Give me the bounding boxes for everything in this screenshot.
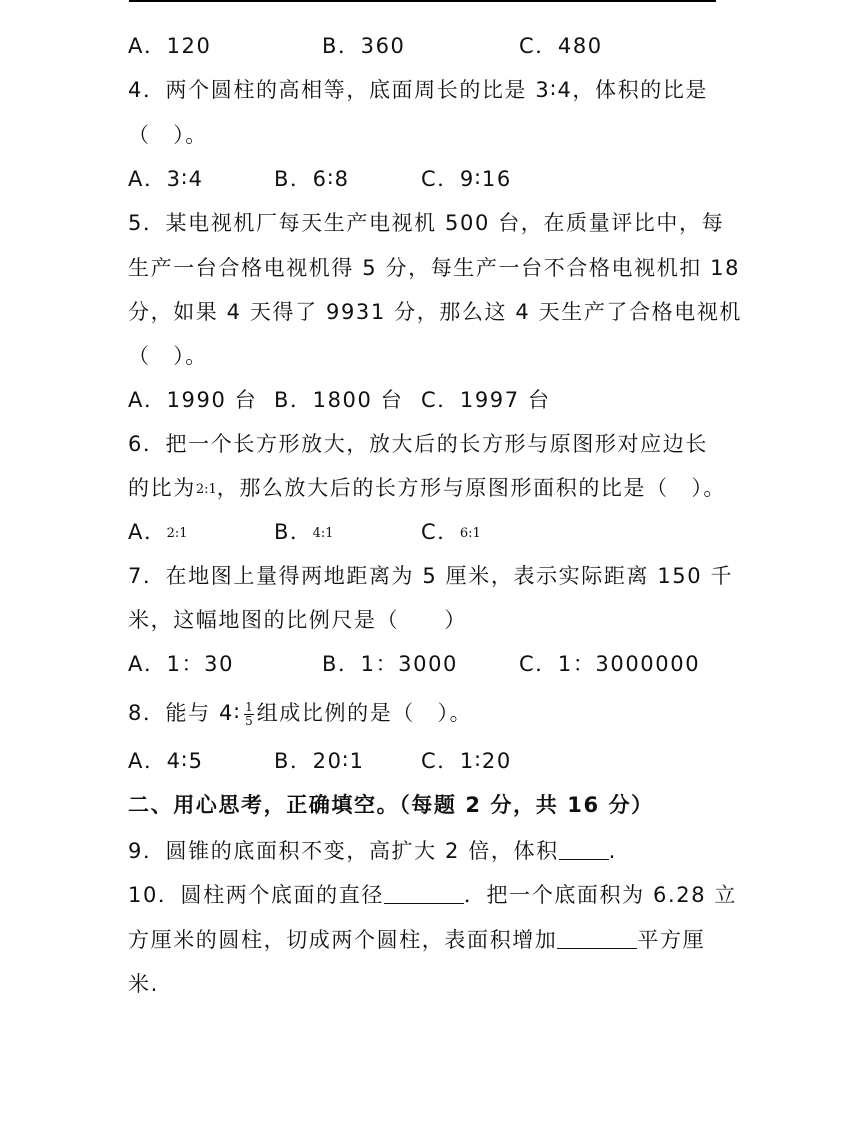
section-2-heading: 二、用心思考，正确填空。（每题 2 分，共 16 分） bbox=[128, 793, 654, 817]
q5-option-c[interactable]: C．1997 台 bbox=[421, 388, 551, 412]
q8-option-b[interactable]: B．20∶1 bbox=[274, 749, 365, 773]
q8-option-a[interactable]: A．4∶5 bbox=[128, 749, 204, 773]
q4-stem-line1: 4．两个圆柱的高相等，底面周长的比是 3∶4，体积的比是 bbox=[128, 78, 709, 102]
q4-option-a[interactable]: A．3∶4 bbox=[128, 167, 204, 191]
q6-ratio: 2:1 bbox=[195, 482, 217, 497]
q10-line1-pre: 10．圆柱两个底面的直径 bbox=[128, 883, 384, 907]
q8-option-c[interactable]: C．1∶20 bbox=[421, 749, 512, 773]
q8-fraction bbox=[244, 701, 254, 728]
q6-stem-line1: 6．把一个长方形放大，放大后的长方形与原图形对应边长 bbox=[128, 432, 708, 456]
q9-stem-pre: 9．圆锥的底面积不变，高扩大 2 倍，体积 bbox=[128, 839, 559, 863]
q6-option-a[interactable] bbox=[128, 518, 188, 548]
q6-option-b[interactable] bbox=[274, 518, 334, 548]
q5-stem-line1: 5．某电视机厂每天生产电视机 500 台，在质量评比中，每 bbox=[128, 211, 725, 235]
q10-answer-blank-1[interactable] bbox=[384, 883, 464, 904]
q10-line1-post: ．把一个底面积为 6.28 立 bbox=[463, 883, 738, 907]
q5-stem-line4: （ ）。 bbox=[128, 344, 208, 368]
q10-answer-blank-2[interactable] bbox=[557, 928, 637, 949]
q6-stem-line2 bbox=[128, 474, 726, 504]
q3-option-b[interactable]: B．360 bbox=[322, 34, 406, 58]
q6-option-c-value: 6:1 bbox=[459, 526, 481, 541]
top-rule bbox=[129, 0, 716, 2]
q5-stem-line2: 生产一台合格电视机得 5 分，每生产一台不合格电视机扣 18 bbox=[128, 256, 741, 280]
q10-stem-line3: 米. bbox=[128, 972, 159, 996]
q10-line2-pre: 方厘米的圆柱，切成两个圆柱，表面积增加 bbox=[128, 928, 558, 952]
q8-stem-pre: 8．能与 4∶ bbox=[128, 701, 242, 725]
q7-stem-line1: 7．在地图上量得两地距离为 5 厘米，表示实际距离 150 千 bbox=[128, 564, 734, 588]
q8-stem bbox=[128, 699, 472, 728]
q8-fraction-denominator: 5 bbox=[245, 713, 253, 728]
q6-option-b-value: 4:1 bbox=[312, 526, 334, 541]
q8-stem-post: 组成比例的是（ ）。 bbox=[256, 701, 473, 725]
q8-fraction-numerator: 1 bbox=[245, 699, 253, 714]
q7-option-a[interactable]: A．1：30 bbox=[128, 652, 235, 676]
q9-stem bbox=[128, 837, 617, 865]
q6-option-a-value: 2:1 bbox=[166, 526, 188, 541]
q6-option-c-label: C． bbox=[421, 520, 460, 544]
q3-option-c[interactable]: C．480 bbox=[519, 34, 603, 58]
q4-stem-line2: （ ）。 bbox=[128, 123, 208, 147]
q9-stem-post: . bbox=[608, 839, 617, 863]
q6-option-a-label: A． bbox=[128, 520, 167, 544]
q6-option-c[interactable] bbox=[421, 518, 481, 548]
q7-stem-line2: 米，这幅地图的比例尺是（ ） bbox=[128, 608, 467, 632]
q5-option-a[interactable]: A．1990 台 bbox=[128, 388, 258, 412]
q9-answer-blank[interactable] bbox=[559, 839, 609, 860]
q3-option-a[interactable]: A．120 bbox=[128, 34, 212, 58]
q4-option-c[interactable]: C．9∶16 bbox=[421, 167, 512, 191]
q6-stem-line2-pre: 的比为 bbox=[128, 476, 196, 500]
q6-stem-line2-post: ，那么放大后的长方形与原图形面积的比是（ ）。 bbox=[216, 476, 727, 500]
q10-stem-line2 bbox=[128, 926, 705, 954]
q10-line2-post: 平方厘 bbox=[637, 928, 706, 952]
q7-option-c[interactable]: C．1：3000000 bbox=[519, 652, 701, 676]
q7-option-b[interactable]: B．1：3000 bbox=[322, 652, 459, 676]
q4-option-b[interactable]: B．6∶8 bbox=[274, 167, 350, 191]
q6-option-b-label: B． bbox=[274, 520, 313, 544]
q10-stem-line1 bbox=[128, 881, 737, 909]
q5-stem-line3: 分，如果 4 天得了 9931 分，那么这 4 天生产了合格电视机 bbox=[128, 300, 743, 324]
q5-option-b[interactable]: B．1800 台 bbox=[274, 388, 404, 412]
